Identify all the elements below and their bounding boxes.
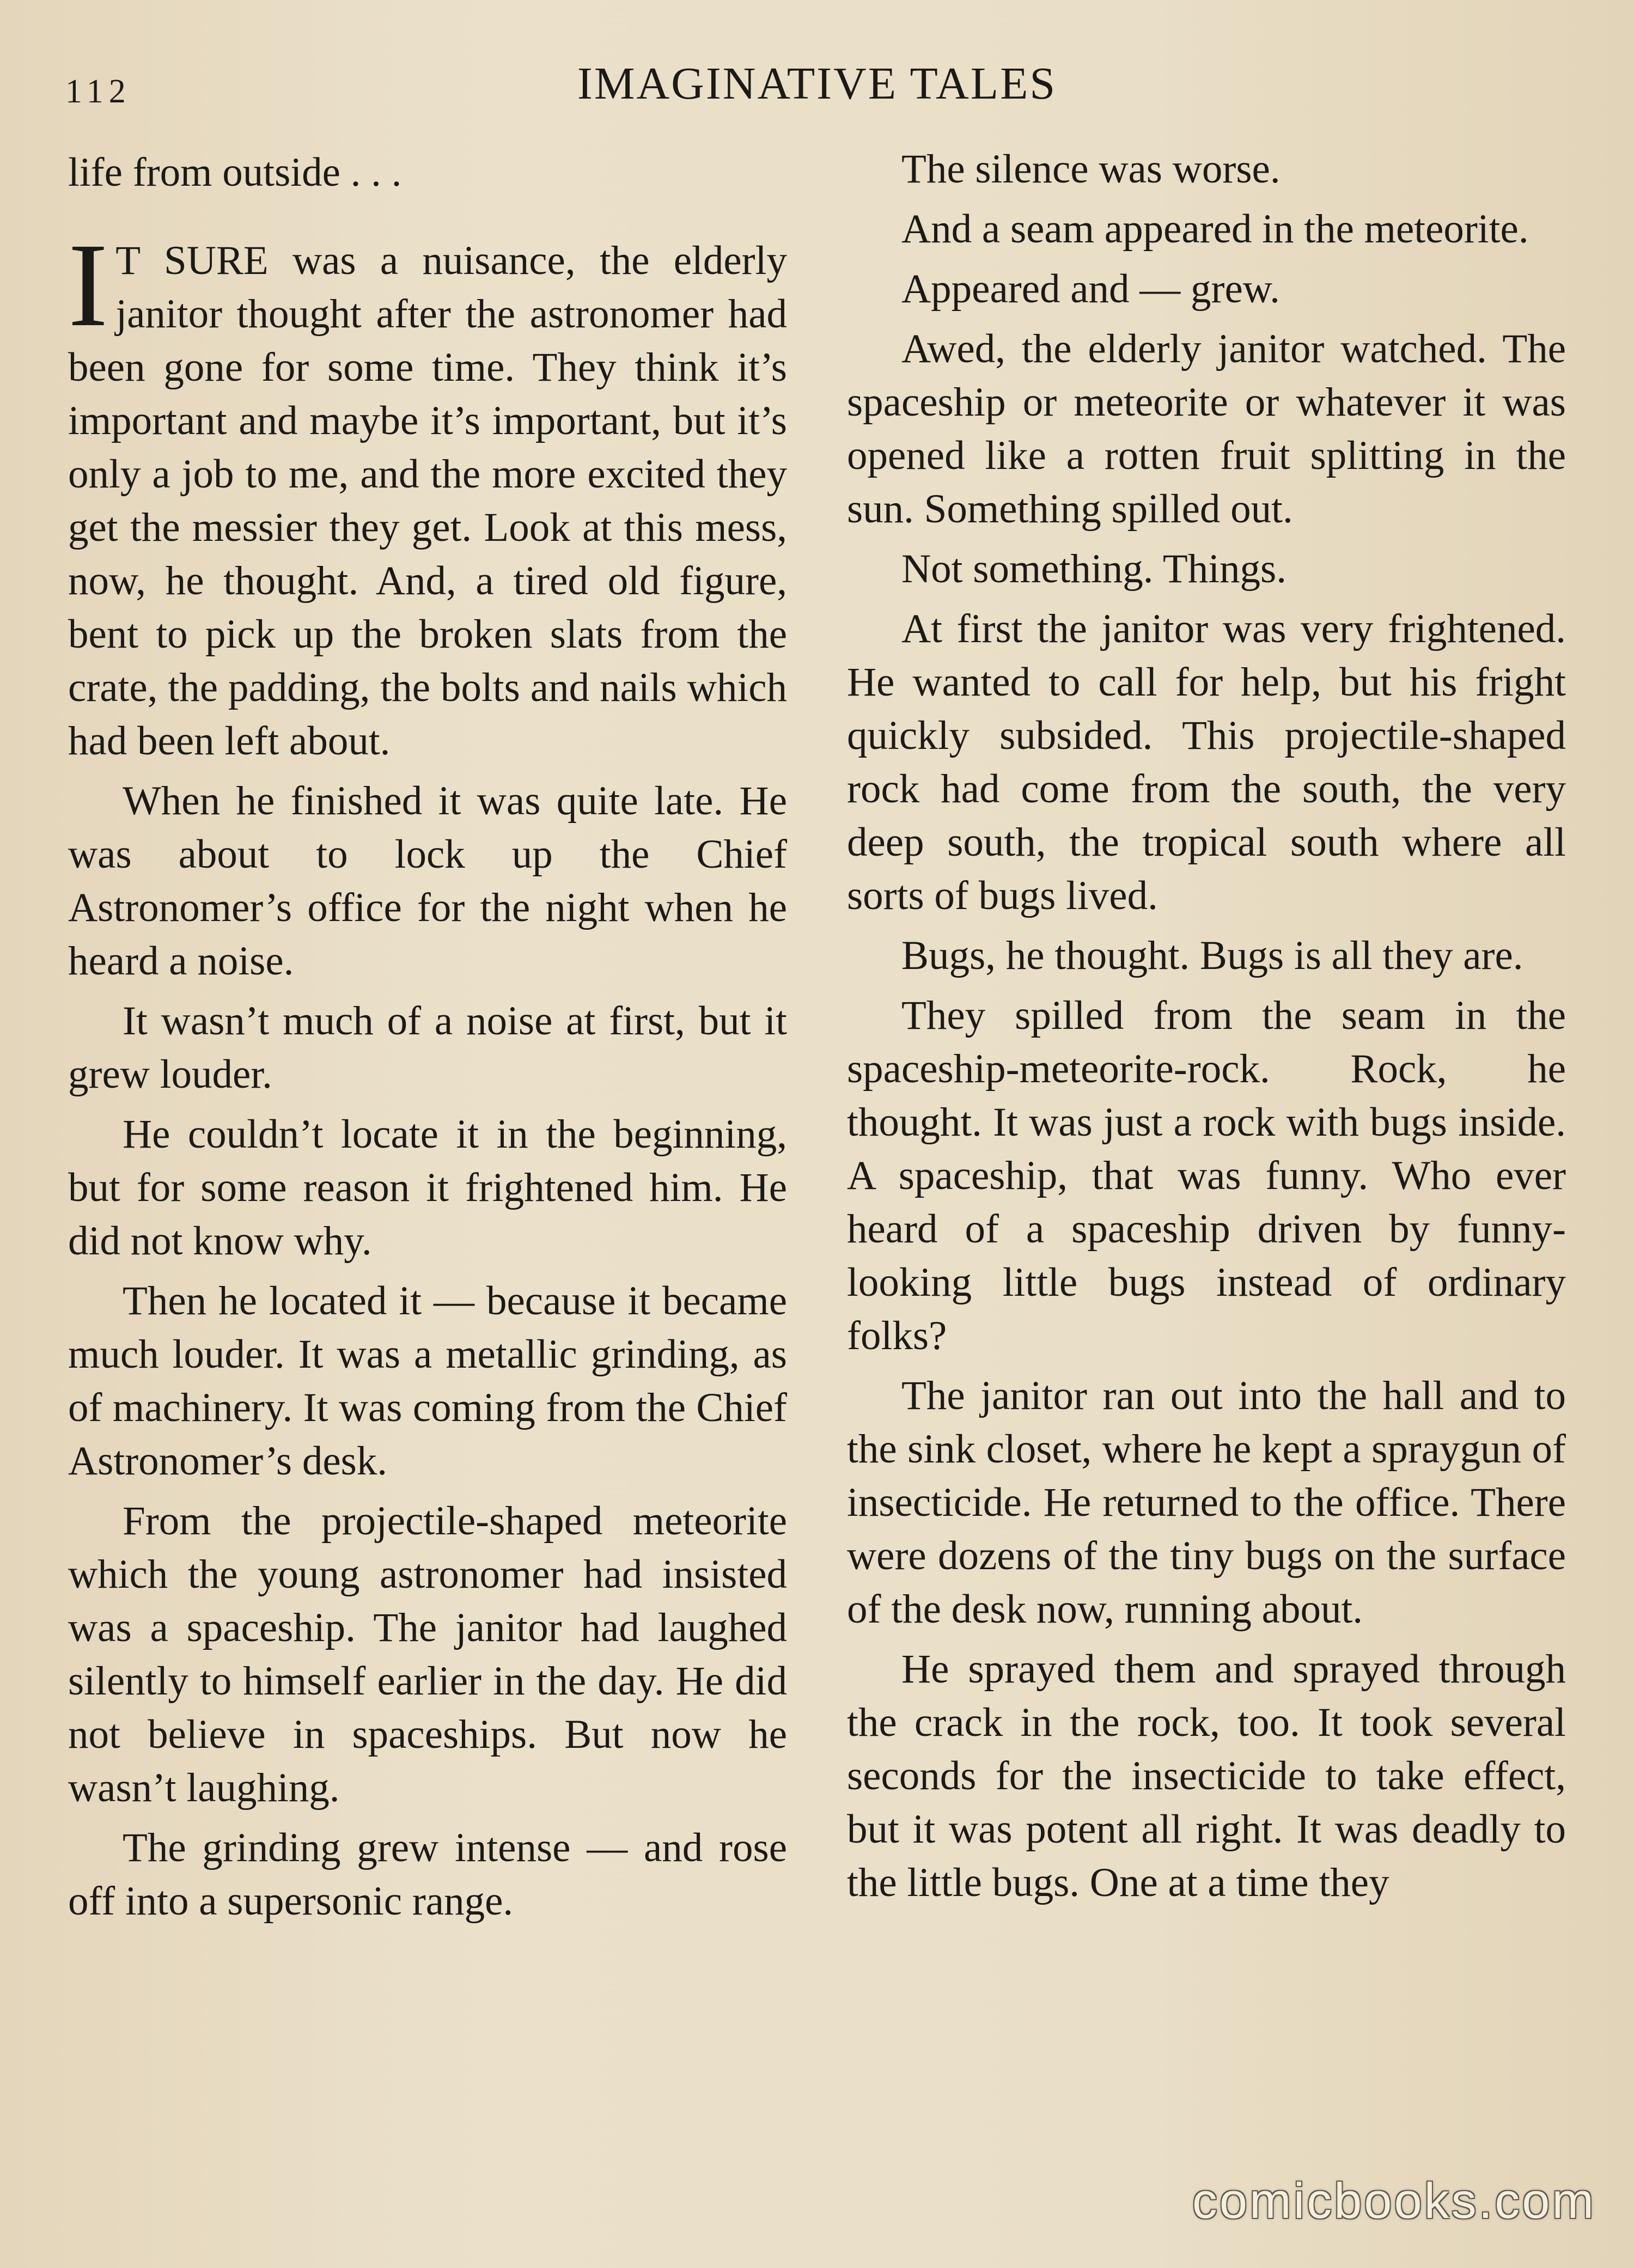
page-number: 112 xyxy=(65,73,131,110)
paragraph: When he finished it was quite late. He was about to lock up the Chief Astronomer’s office for the night when he heard a noise. xyxy=(68,778,787,984)
paragraph: They spilled from the seam in the spaceship-meteorite-rock. Rock, he thought. It was just a rock with bugs inside. A spaceship, that was funny. Who ever heard of a spaceship driven by funny-looking little bugs instead of ordinary folks? xyxy=(847,993,1566,1358)
paragraph: Bugs, he thought. Bugs is all they are. xyxy=(901,933,1523,978)
paragraph: Not something. Things. xyxy=(901,546,1287,592)
paragraph: And a seam appeared in the meteorite. xyxy=(901,206,1529,252)
drop-cap: I xyxy=(68,218,108,351)
opening-paragraph-text: T SURE was a nuisance, the elderly janitor thought after the astronomer had been gone for some time. They think it’s important and maybe it’s important, but it’s only a job to me, and the more excited they get the messier they get. Look at this mess, now, he thought. And, a tired old figure, bent to pick up the broken slats from the crate, the padding, the bolts and nails which had been left about. xyxy=(68,238,787,764)
lead-line: life from outside . . . xyxy=(68,150,402,195)
opening-paragraph xyxy=(68,218,787,768)
right-column xyxy=(847,143,1566,1916)
paragraph: Awed, the elderly janitor watched. The spaceship or meteorite or whatever it was opened like a rotten fruit splitting in the sun. Something spilled out. xyxy=(847,326,1566,532)
paragraph: The janitor ran out into the hall and to the sink closet, where he kept a spraygun of insecticide. He returned to the office. There were dozens of the tiny bugs on the surface of the desk now, running about. xyxy=(847,1373,1566,1632)
site-watermark: comicbooks.com xyxy=(1192,2173,1596,2229)
paragraph: It wasn’t much of a noise at first, but it grew louder. xyxy=(68,998,787,1097)
paragraph: He sprayed them and sprayed through the crack in the rock, too. It took several seconds for the insecticide to take effect, but it was potent all right. It was deadly to the little bugs. One at a time they xyxy=(847,1647,1566,1905)
left-column xyxy=(68,146,787,1935)
paragraph: He couldn’t locate it in the beginning, but for some reason it frightened him. He did not know why. xyxy=(68,1112,787,1264)
paragraph: Then he located it — because it became much louder. It was a metallic grinding, as of machinery. It was coming from the Chief Astronomer’s desk. xyxy=(68,1278,787,1484)
running-title: IMAGINATIVE TALES xyxy=(577,58,1057,109)
paragraph: Appeared and — grew. xyxy=(901,266,1280,312)
paragraph: At first the janitor was very frightened. He wanted to call for help, but his fright quickly subsided. This projectile-shaped rock had come from the south, the very deep south, the tropical south where all sorts of bugs lived. xyxy=(847,606,1566,918)
paragraph: The grinding grew intense — and rose off into a supersonic range. xyxy=(68,1825,787,1924)
paragraph: The silence was worse. xyxy=(901,147,1281,192)
paragraph: From the projectile-shaped meteorite which the young astronomer had insisted was a spaceship. The janitor had laughed silently to himself earlier in the day. He did not believe in spaceships. But now he wasn’t laughing. xyxy=(68,1498,787,1810)
page-header xyxy=(65,57,1580,117)
